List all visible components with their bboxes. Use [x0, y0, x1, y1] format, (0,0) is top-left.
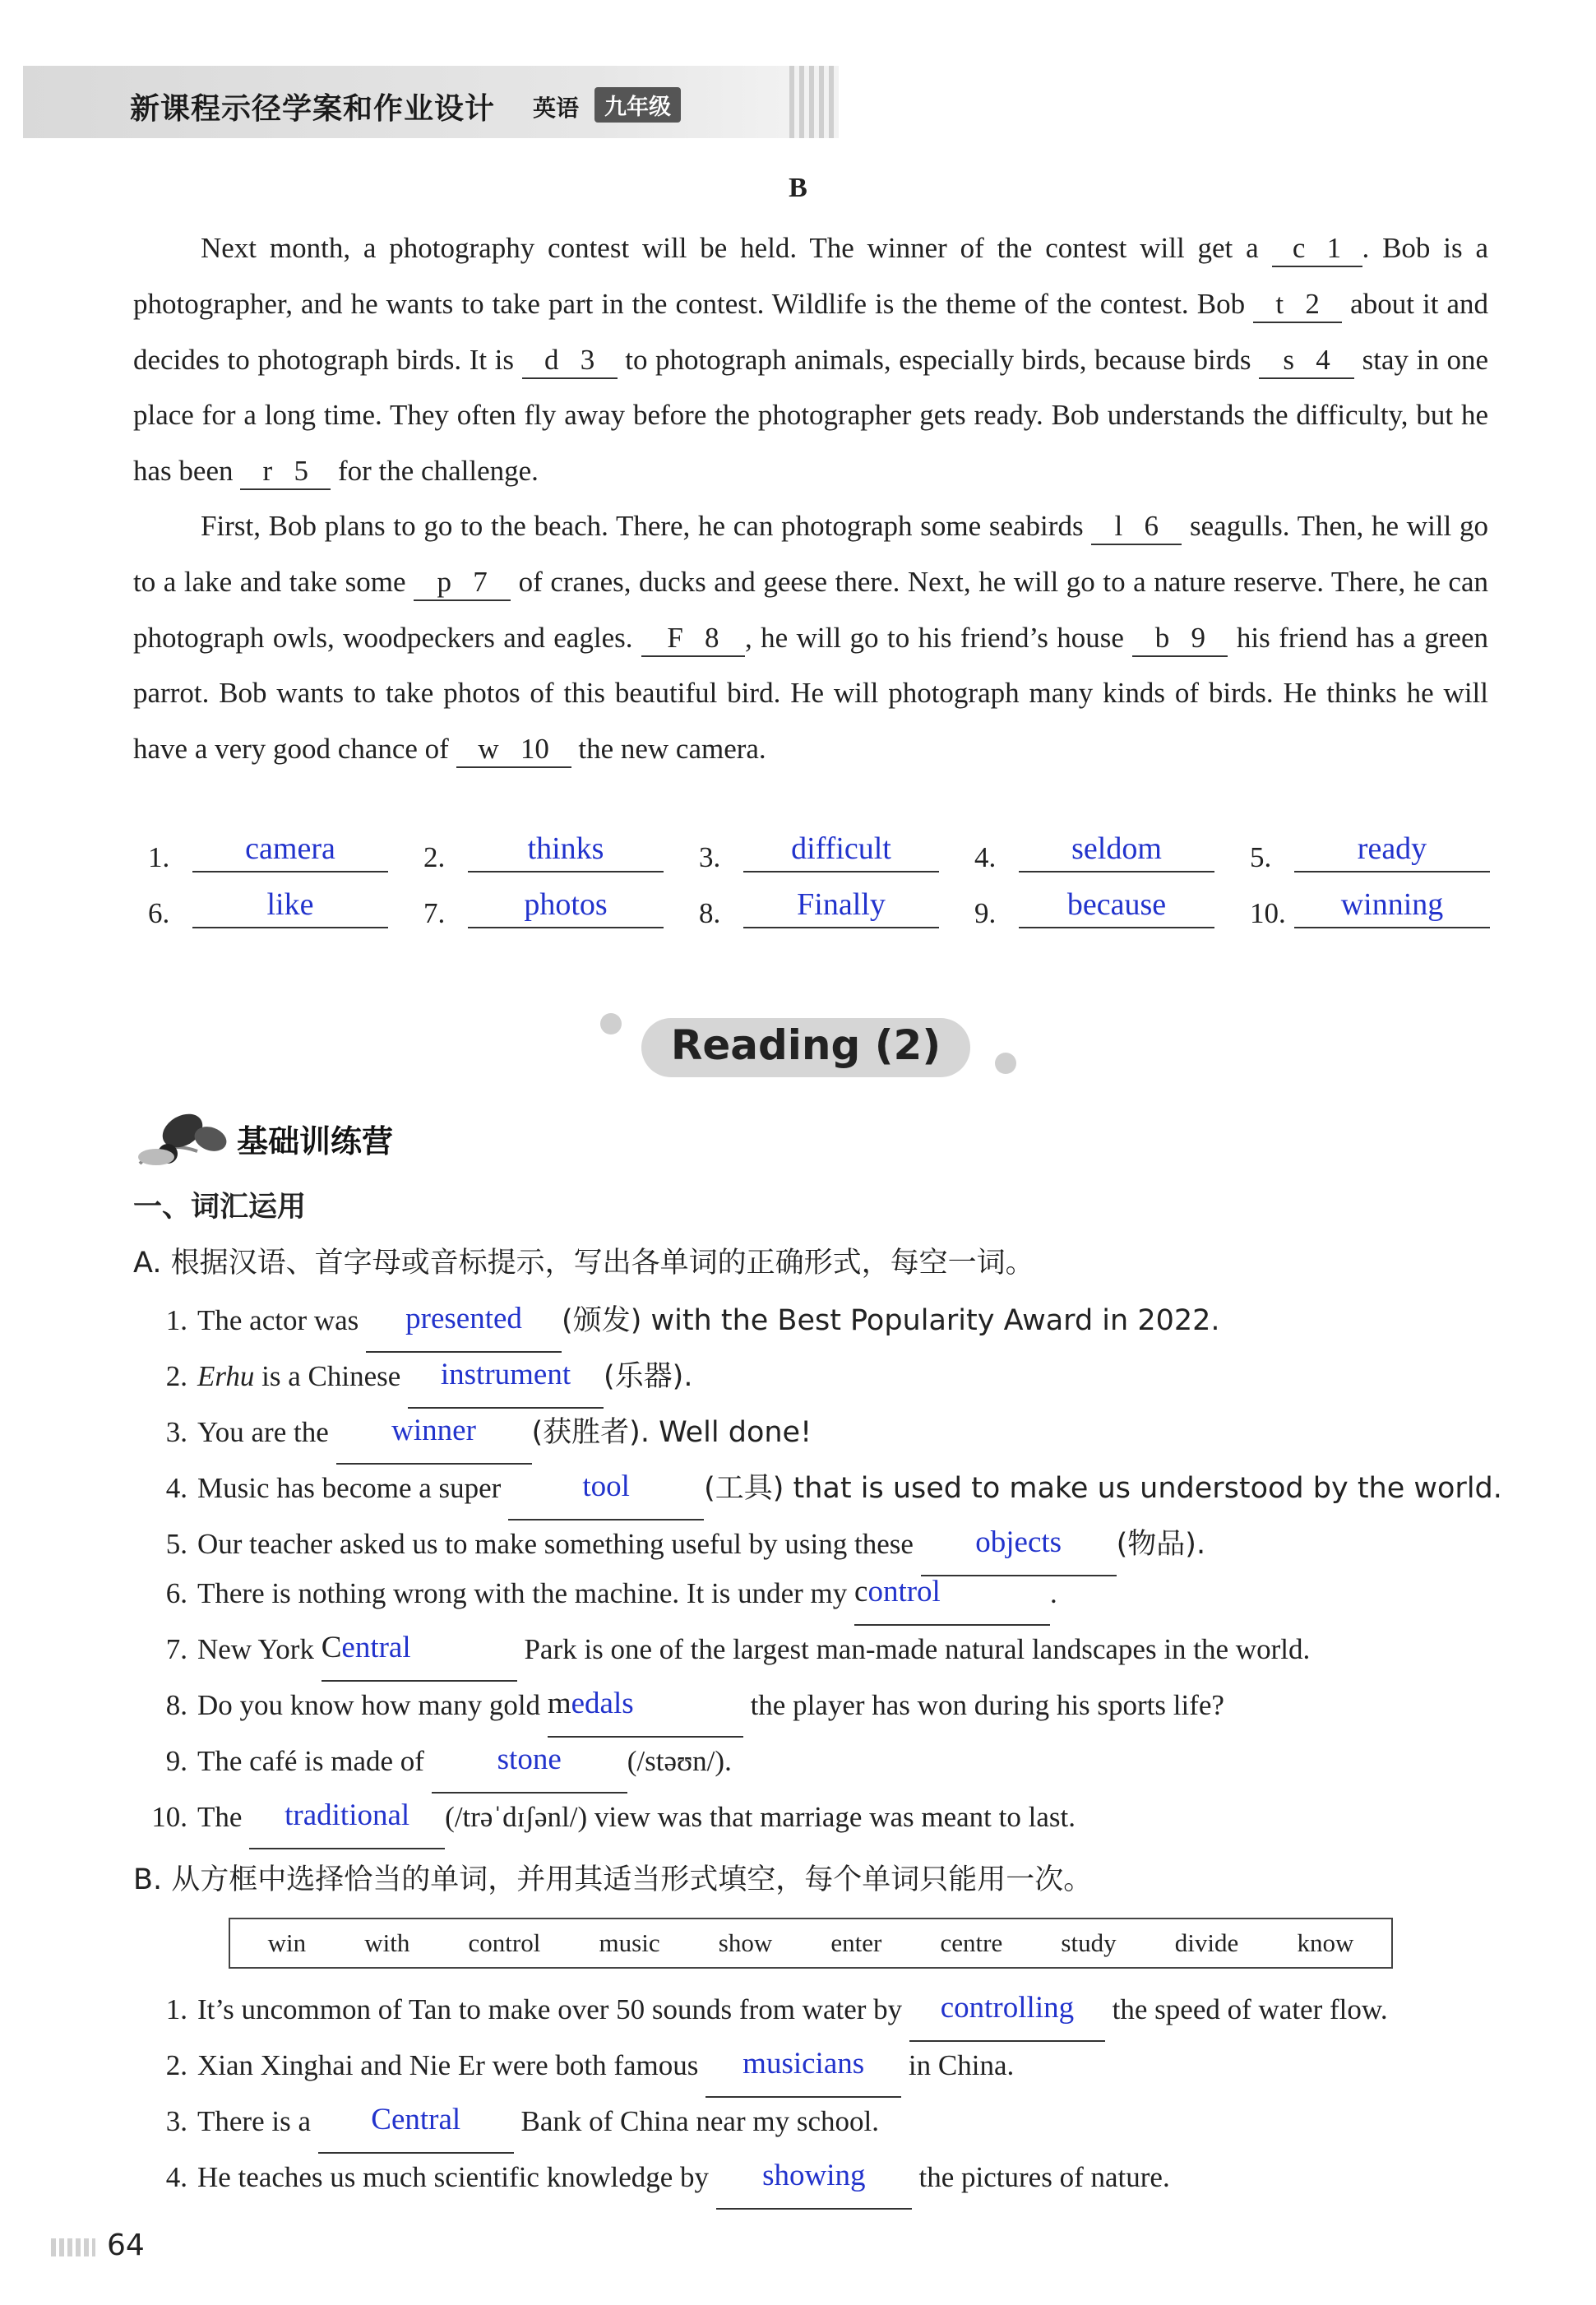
answer-field[interactable]: instrument: [408, 1371, 604, 1409]
word-box-item: win: [267, 1928, 307, 1957]
answer-field[interactable]: objects: [921, 1539, 1117, 1576]
blank-3: d 3: [522, 345, 618, 379]
part-a-item-5: 5. Our teacher asked us to make something useful by using these objects (物品).: [133, 1521, 1205, 1576]
answer-field[interactable]: musicians: [705, 2060, 901, 2098]
basic-training-header: [132, 1106, 526, 1172]
answer-field[interactable]: ready: [1294, 826, 1490, 872]
banner-dot-icon: [995, 1053, 1016, 1074]
answer-field[interactable]: Finally: [743, 882, 939, 928]
answer-field[interactable]: control: [854, 1588, 1050, 1626]
word-box-item: control: [468, 1928, 541, 1957]
part-b-item-2: 2. Xian Xinghai and Nie Er were both famous musicians in China.: [133, 2049, 1014, 2098]
word-box-item: divide: [1174, 1928, 1239, 1957]
part-a-item-3: 3. You are the winner (获胜者). Well done!: [133, 1409, 812, 1465]
part-b-item-4: 4. He teaches us much scientific knowledge by showing the pictures of nature.: [133, 2161, 1170, 2210]
answer-row-1: 1. camera 2. thinks 3. difficult 4. seldom 5. ready: [133, 826, 1498, 882]
page-number: 64: [107, 2229, 145, 2262]
answer-field[interactable]: seldom: [1019, 826, 1214, 872]
part-a-item-2: 2. Erhu is a Chinese instrument (乐器).: [133, 1354, 692, 1409]
word-box-item: know: [1297, 1928, 1354, 1957]
blank-5: r 5: [240, 456, 331, 490]
leaf-icon: [132, 1106, 238, 1172]
answer-grid: [133, 826, 1498, 938]
blank-9: b 9: [1132, 623, 1228, 657]
answer-field[interactable]: Central: [322, 1644, 517, 1682]
part-a-instruction: A. 根据汉语、首字母或音标提示，写出各单词的正确形式，每空一词。: [133, 1247, 1034, 1280]
answer-field[interactable]: thinks: [468, 826, 664, 872]
answer-field[interactable]: controlling: [909, 2004, 1105, 2042]
answer-field[interactable]: stone: [432, 1756, 627, 1794]
word-box-item: centre: [940, 1928, 1003, 1957]
part-a-item-6: 6. There is nothing wrong with the machine. It is under my control .: [133, 1577, 1057, 1626]
header-stripes: [789, 66, 839, 138]
word-box-item: study: [1061, 1928, 1117, 1957]
reading-title: Reading (2): [670, 1021, 941, 1069]
blank-2: t 2: [1253, 289, 1342, 323]
basic-training-title: 基础训练营: [237, 1123, 394, 1159]
grade-badge: 九年级: [594, 87, 681, 123]
blank-6: l 6: [1091, 511, 1182, 545]
section-b-title: B: [789, 173, 807, 203]
part-1-heading: 一、词汇运用: [133, 1191, 307, 1224]
answer-field[interactable]: traditional: [249, 1812, 445, 1849]
answer-field[interactable]: Central: [318, 2116, 514, 2154]
subject-label: 英语: [533, 95, 580, 122]
reading-banner: [625, 1010, 987, 1085]
answer-field[interactable]: difficult: [743, 826, 939, 872]
passage-paragraph-2: First, Bob plans to go to the beach. There, he can photograph some seabirds l 6 seagulls. Then, he will go to a lake and take some p 7 of cranes, ducks and geese there. Next, he will go to a nature reserve. There, he can photograph owls, woodpeckers and eagles. F 8 , he will go to his friend’s house b 9 his friend has a green parrot. Bob wants to take photos of this beautiful bird. He will photograph many kinds of birds. He thinks he will have a very good chance of w 10 the new camera.: [133, 498, 1488, 777]
part-a-item-8: 8. Do you know how many gold medals the player has won during his sports life?: [133, 1689, 1224, 1738]
part-b-item-3: 3. There is a Central Bank of China near my school.: [133, 2105, 879, 2154]
word-box-item: show: [718, 1928, 773, 1957]
word-box: [229, 1918, 1393, 1969]
word-box-item: enter: [830, 1928, 882, 1957]
page-header: [23, 66, 837, 138]
part-a-item-7: 7. New York Central Park is one of the largest man-made natural landscapes in the world.: [133, 1633, 1310, 1682]
book-title: 新课程示径学案和作业设计: [130, 92, 496, 126]
blank-1: c 1: [1272, 233, 1362, 267]
word-box-item: music: [599, 1928, 660, 1957]
part-b-item-1: 1. It’s uncommon of Tan to make over 50 sounds from water by controlling the speed of water flow.: [133, 1993, 1388, 2042]
blank-10: w 10: [456, 734, 571, 768]
answer-field[interactable]: medals: [548, 1700, 743, 1738]
blank-4: s 4: [1259, 345, 1354, 379]
answer-field[interactable]: presented: [366, 1315, 562, 1353]
part-a-item-9: 9. The café is made of stone (/stəʊn/).: [133, 1745, 732, 1794]
part-a-item-10: 10. The traditional (/trəˈdɪʃənl/) view was that marriage was meant to last.: [133, 1801, 1076, 1849]
answer-field[interactable]: tool: [508, 1483, 704, 1520]
answer-field[interactable]: showing: [716, 2172, 912, 2210]
blank-7: p 7: [414, 567, 511, 601]
answer-field[interactable]: photos: [468, 882, 664, 928]
word-box-item: with: [364, 1928, 410, 1957]
answer-field[interactable]: like: [192, 882, 388, 928]
part-a-item-1: 1. The actor was presented (颁发) with the Best Popularity Award in 2022.: [133, 1298, 1220, 1353]
answer-row-2: 6. like 7. photos 8. Finally 9. because 10. winning: [133, 882, 1498, 938]
part-a-item-4: 4. Music has become a super tool (工具) that is used to make us understood by the world.: [133, 1465, 1502, 1520]
answer-field[interactable]: winning: [1294, 882, 1490, 928]
blank-8: F 8: [641, 623, 745, 657]
answer-field[interactable]: camera: [192, 826, 388, 872]
part-b-instruction: B. 从方框中选择恰当的单词，并用其适当形式填空，每个单词只能用一次。: [133, 1863, 1093, 1896]
answer-field[interactable]: because: [1019, 882, 1214, 928]
page-number-decoration: [51, 2238, 95, 2256]
answer-field[interactable]: winner: [336, 1427, 532, 1465]
banner-dot-icon: [600, 1013, 622, 1034]
passage-paragraph-1: Next month, a photography contest will be held. The winner of the contest will get a c 1 . Bob is a photographer, and he wants to take part in the contest. Wildlife is the theme of the contest. Bob t 2 about it and decides to photograph birds. It is d 3 to photograph animals, especially birds, because birds s 4 stay in one place for a long time. They often fly away before the photographer gets ready. Bob understands the difficulty, but he has been r 5 for the challenge.: [133, 220, 1488, 499]
